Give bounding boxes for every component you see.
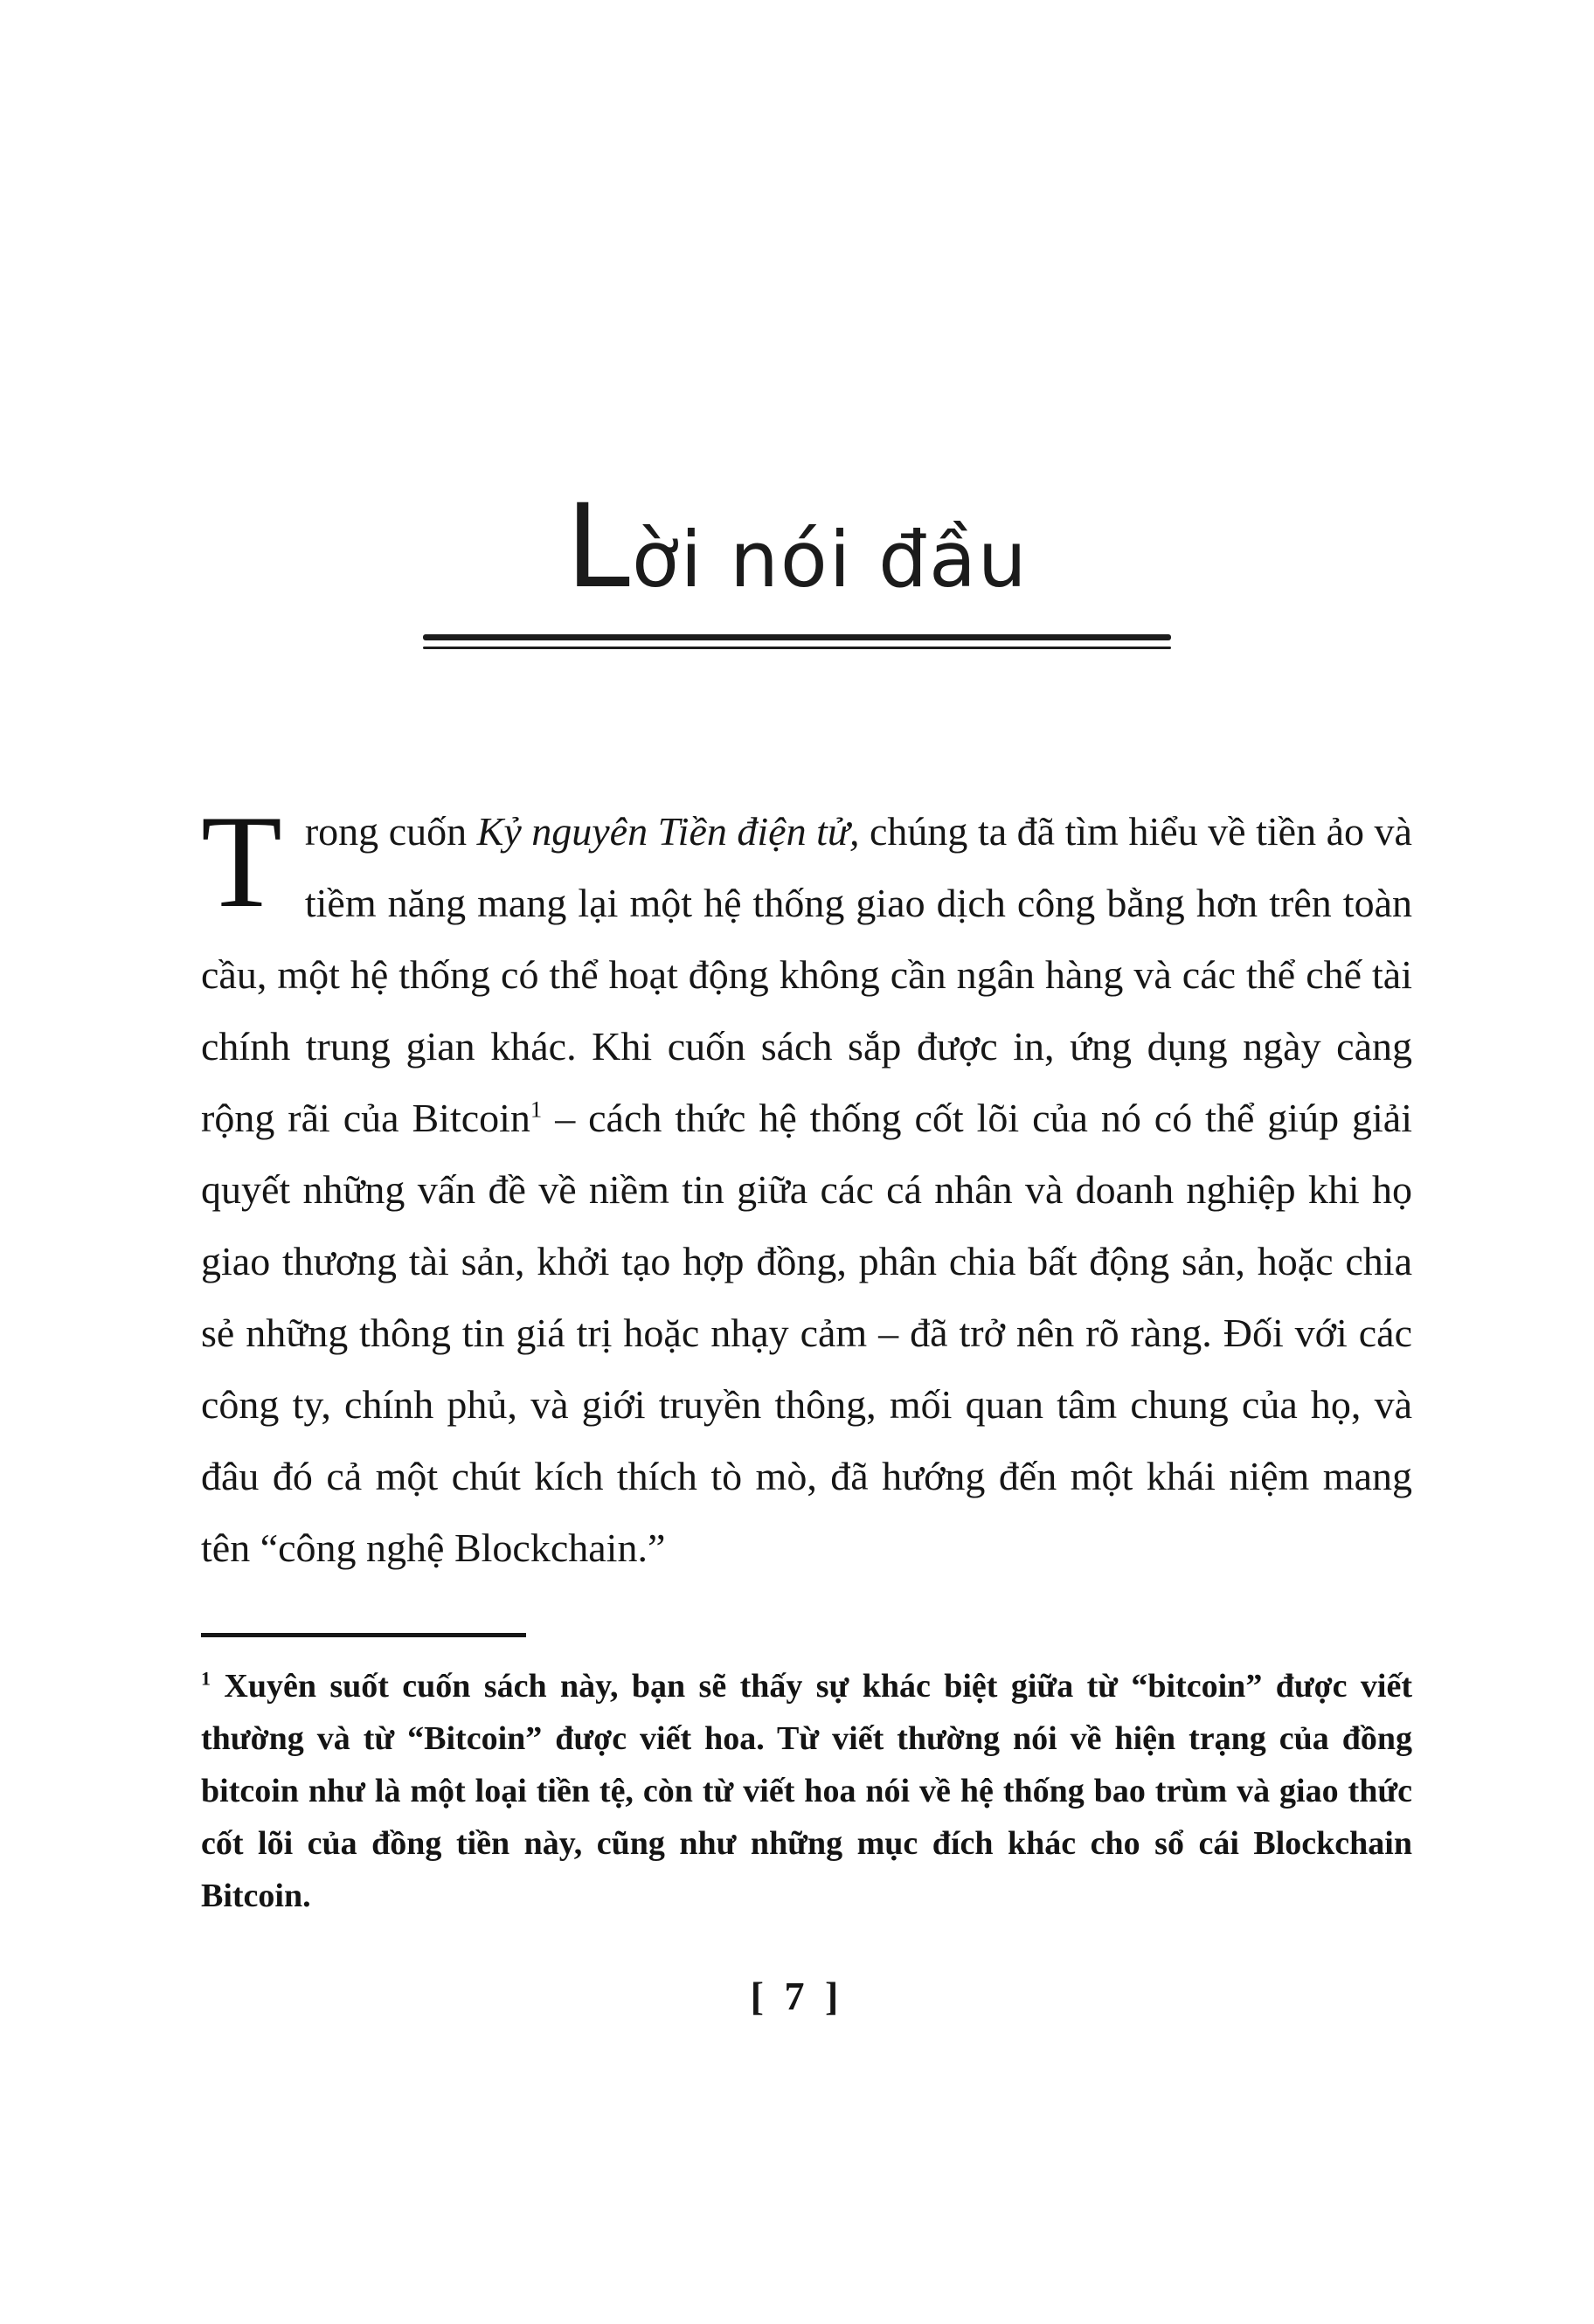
body-paragraph xyxy=(201,788,1412,1584)
title-rule xyxy=(423,634,1171,649)
footnote-divider xyxy=(201,1633,526,1637)
footnote-block xyxy=(201,1633,1412,1922)
footnote xyxy=(201,1660,1412,1922)
footnote-ref-marker: 1 xyxy=(530,1096,543,1123)
title-rule-thin xyxy=(423,647,1171,649)
page-number: [ 7 ] xyxy=(750,1974,844,2018)
body-text: chúng ta đã tìm hiểu về tiền ảo và tiềm năng mang lại một hệ thống giao dịch công bằng hơn trên toàn cầu, một hệ thống có thể hoạt động không cần ngân hàng và các thể chế tài chính trung gian khác. Khi cuốn sách sắp được in, ứng dụng ngày càng rộng rãi của Bitcoin xyxy=(201,809,1412,1140)
book-title-italic: Kỷ nguyên Tiền điện tử, xyxy=(476,809,860,854)
body-text-lead: Trong cuốn xyxy=(201,788,477,935)
page-title: Lời nói đầu xyxy=(565,480,1029,614)
footnote-marker: 1 xyxy=(201,1667,211,1690)
body-text-cont: – cách thức hệ thống cốt lõi của nó có thể giúp giải quyết những vấn đề về niềm tin giữa các cá nhân và doanh nghiệp khi họ giao thương tài sản, khởi tạo hợp đồng, phân chia bất động sản, hoặc chia sẻ những thông tin giá trị hoặc nhạy cảm – đã trở nên rõ ràng. Đối với các công ty, chính phủ, và giới truyền thông, mối quan tâm chung của họ, và đâu đó cả một chút kích thích tò mò, đã hướng đến một khái niệm mang tên “công nghệ Blockchain.” xyxy=(201,1096,1412,1570)
title-rule-thick xyxy=(423,634,1171,640)
body-text-block xyxy=(201,788,1412,1584)
footnote-text: Xuyên suốt cuốn sách này, bạn sẽ thấy sự khác biệt giữa từ “bitcoin” được viết thường và từ “Bitcoin” được viết hoa. Từ viết thường nói về hiện trạng của đồng bitcoin như là một loại tiền tệ, còn từ viết hoa nói về hệ thống bao trùm và giao thức cốt lõi của đồng tiền này, cũng như những mục đích khác cho sổ cái Blockchain Bitcoin. xyxy=(201,1668,1412,1914)
